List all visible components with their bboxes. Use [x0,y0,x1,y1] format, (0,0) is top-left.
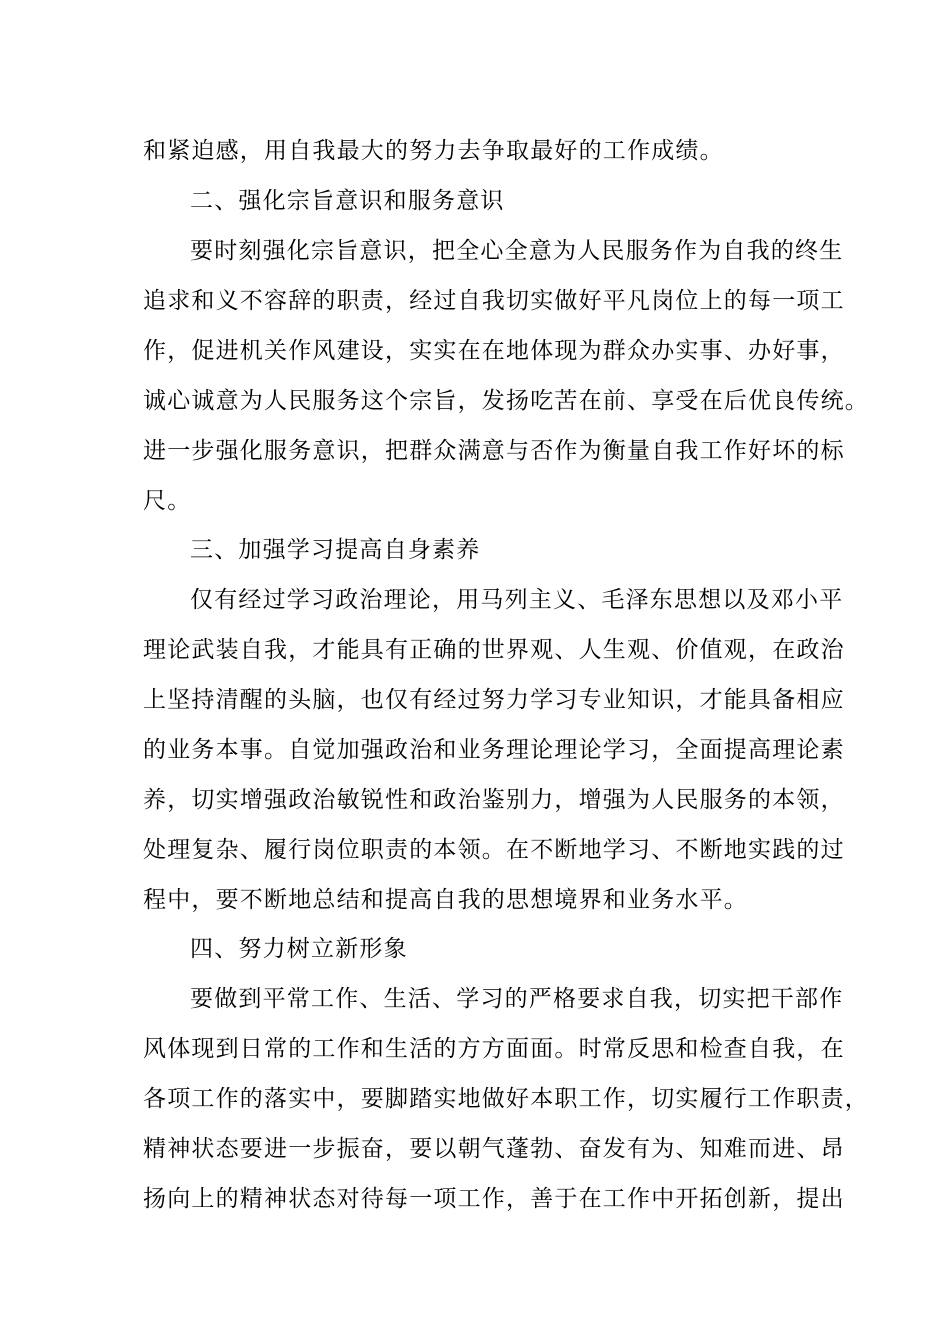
paragraph-line: 养，切实增强政治敏锐性和政治鉴别力，增强为人民服务的本领， [143,787,845,813]
paragraph-line: 的业务本事。自觉加强政治和业务理论理论学习，全面提高理论素 [143,737,845,763]
paragraph-line: 进一步强化服务意识，把群众满意与否作为衡量自我工作好坏的标 [143,438,845,464]
paragraph-line: 精神状态要进一步振奋，要以朝气蓬勃、奋发有为、知难而进、昂 [143,1136,845,1162]
paragraph-line: 各项工作的落实中，要脚踏实地做好本职工作，切实履行工作职责， [143,1086,869,1112]
paragraph-line: 风体现到日常的工作和生活的方方面面。时常反思和检查自我，在 [143,1036,845,1062]
paragraph-line: 追求和义不容辞的职责，经过自我切实做好平凡岗位上的每一项工 [143,288,845,314]
paragraph-line: 上坚持清醒的头脑，也仅有经过努力学习专业知识，才能具备相应 [143,687,845,713]
paragraph-line: 尺。 [143,488,192,514]
section-heading-3: 三、加强学习提高自身素养 [190,537,481,563]
paragraph-line: 程中，要不断地总结和提高自我的思想境界和业务水平。 [143,887,748,913]
paragraph-line: 诚心诚意为人民服务这个宗旨，发扬吃苦在前、享受在后优良传统。 [143,388,869,414]
section-heading-4: 四、努力树立新形象 [190,936,408,962]
paragraph-line: 要时刻强化宗旨意识，把全心全意为人民服务作为自我的终生 [190,238,844,264]
paragraph-line: 和紧迫感，用自我最大的努力去争取最好的工作成绩。 [143,138,724,164]
paragraph-line: 扬向上的精神状态对待每一项工作，善于在工作中开拓创新，提出 [143,1186,845,1212]
paragraph-line: 要做到平常工作、生活、学习的严格要求自我，切实把干部作 [190,986,844,1012]
section-heading-2: 二、强化宗旨意识和服务意识 [190,188,505,214]
paragraph-line: 仅有经过学习政治理论，用马列主义、毛泽东思想以及邓小平 [190,587,844,613]
paragraph-line: 处理复杂、履行岗位职责的本领。在不断地学习、不断地实践的过 [143,837,845,863]
paragraph-line: 作，促进机关作风建设，实实在在地体现为群众办实事、办好事， [143,338,845,364]
paragraph-line: 理论武装自我，才能具有正确的世界观、人生观、价值观，在政治 [143,637,845,663]
